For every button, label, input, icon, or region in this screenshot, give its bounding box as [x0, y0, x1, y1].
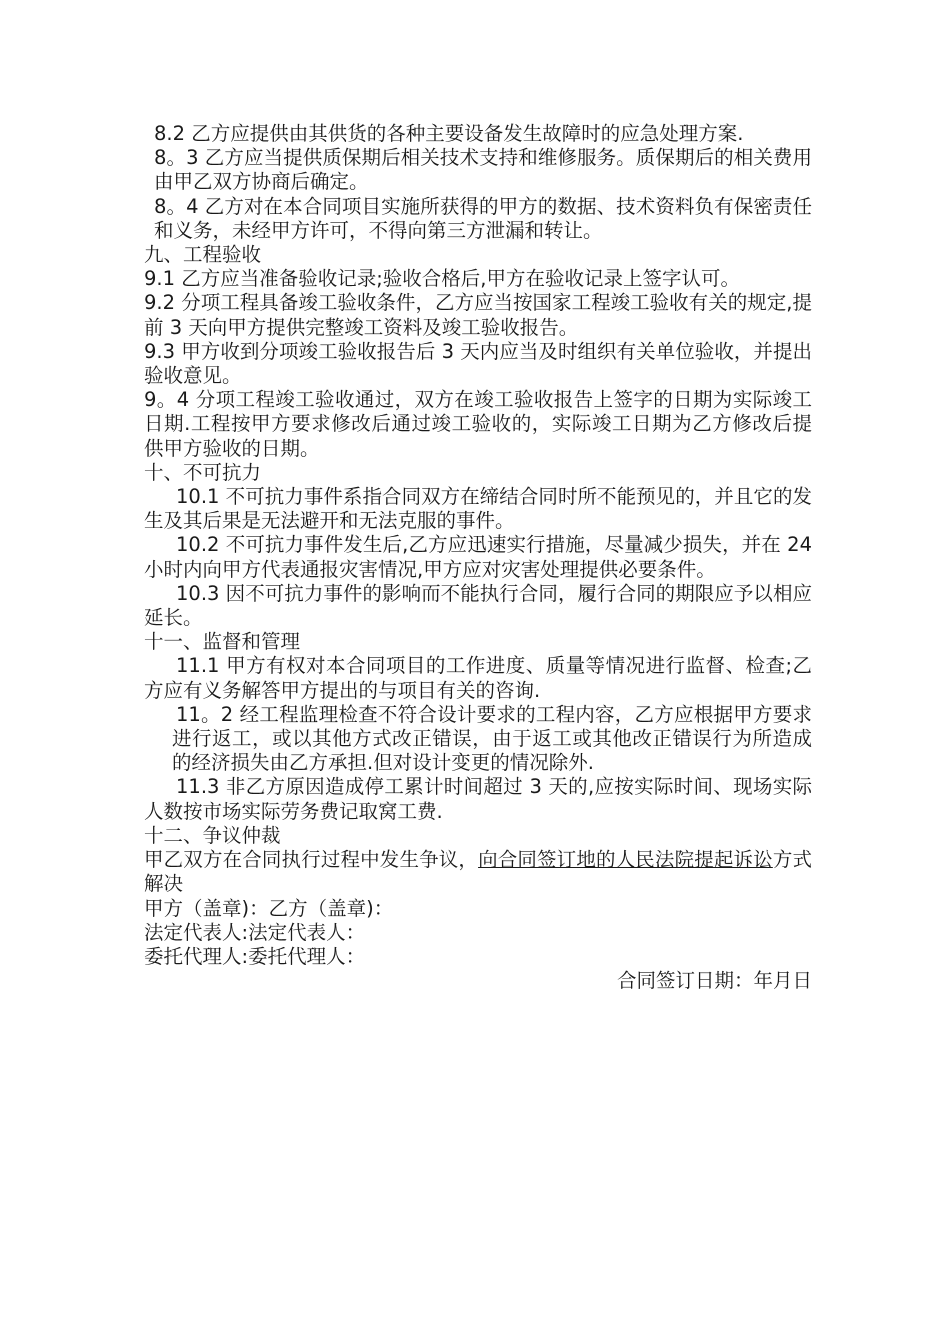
clause-10-3: 10.3 因不可抗力事件的影响而不能执行合同，履行合同的期限应予以相应延长。 — [144, 581, 812, 630]
clause-9-3: 9.3 甲方收到分项竣工验收报告后 3 天内应当及时组织有关单位验收，并提出验收意见。 — [144, 339, 812, 388]
authorized-agent-line: 委托代理人:委托代理人： — [144, 944, 366, 968]
party-seal-line: 甲方（盖章)：乙方（盖章)： — [144, 896, 394, 920]
heading-section-10: 十、不可抗力 — [144, 460, 262, 484]
clause-9-4: 9。4 分项工程竣工验收通过，双方在竣工验收报告上签字的日期为实际竣工日期.工程按甲方要求修改后通过竣工验收的，实际竣工日期为乙方修改后提供甲方验收的日期。 — [144, 388, 812, 460]
clause-9-1: 9.1 乙方应当准备验收记录;验收合格后,甲方在验收记录上签字认可。 — [144, 267, 740, 291]
dispute-prefix: 甲乙双方在合同执行过程中发生争议， — [144, 848, 479, 872]
clause-8-2: 8.2 乙方应提供由其供货的各种主要设备发生故障时的应急处理方案. — [154, 122, 744, 145]
clause-11-1: 11.1 甲方有权对本合同项目的工作进度、质量等情况进行监督、检查;乙方应有义务解答甲方提出的与项目有关的咨询. — [144, 654, 812, 702]
contract-body — [144, 122, 812, 993]
heading-section-9: 九、工程验收 — [144, 243, 262, 267]
signing-date-line: 合同签订日期：年月日 — [616, 969, 812, 993]
legal-representative-line: 法定代表人:法定代表人： — [144, 920, 366, 944]
clause-8-3: 8。3 乙方应当提供质保期后相关技术支持和维修服务。质保期后的相关费用由甲乙双方协商后确定。 — [154, 146, 812, 194]
clause-10-1: 10.1 不可抗力事件系指合同双方在缔结合同时所不能预见的，并且它的发生及其后果是无法避开和无法克服的事件。 — [144, 485, 812, 533]
clause-8-4: 8。4 乙方对在本合同项目实施所获得的甲方的数据、技术资料负有保密责任和义务，未经甲方许可，不得向第三方泄漏和转让。 — [154, 194, 812, 242]
clause-9-2: 9.2 分项工程具备竣工验收条件，乙方应当按国家工程竣工验收有关的规定,提前 3 天向甲方提供完整竣工资料及竣工验收报告。 — [144, 291, 812, 339]
clause-10-2: 10.2 不可抗力事件发生后,乙方应迅速实行措施，尽量减少损失，并在 24 小时内向甲方代表通报灾害情况,甲方应对灾害处理提供必要条件。 — [144, 533, 812, 581]
clause-11-3: 11.3 非乙方原因造成停工累计时间超过 3 天的,应按实际时间、现场实际人数按市场实际劳务费记取窝工费. — [144, 775, 812, 823]
heading-section-11: 十一、监督和管理 — [144, 630, 301, 654]
heading-section-12: 十二、争议仲裁 — [144, 823, 281, 847]
clause-11-2: 11。2 经工程监理检查不符合设计要求的工程内容，乙方应根据甲方要求进行返工，或以其他方式改正错误，由于返工或其他改正错误行为所造成的经济损失由乙方承担.但对设计变更的情况除外. — [172, 702, 812, 775]
dispute-suffix: 方式解决 — [144, 848, 812, 896]
dispute-clause — [144, 848, 812, 896]
dispute-underlined-text: 向合同签订地的人民法院提起诉讼 — [478, 848, 773, 872]
